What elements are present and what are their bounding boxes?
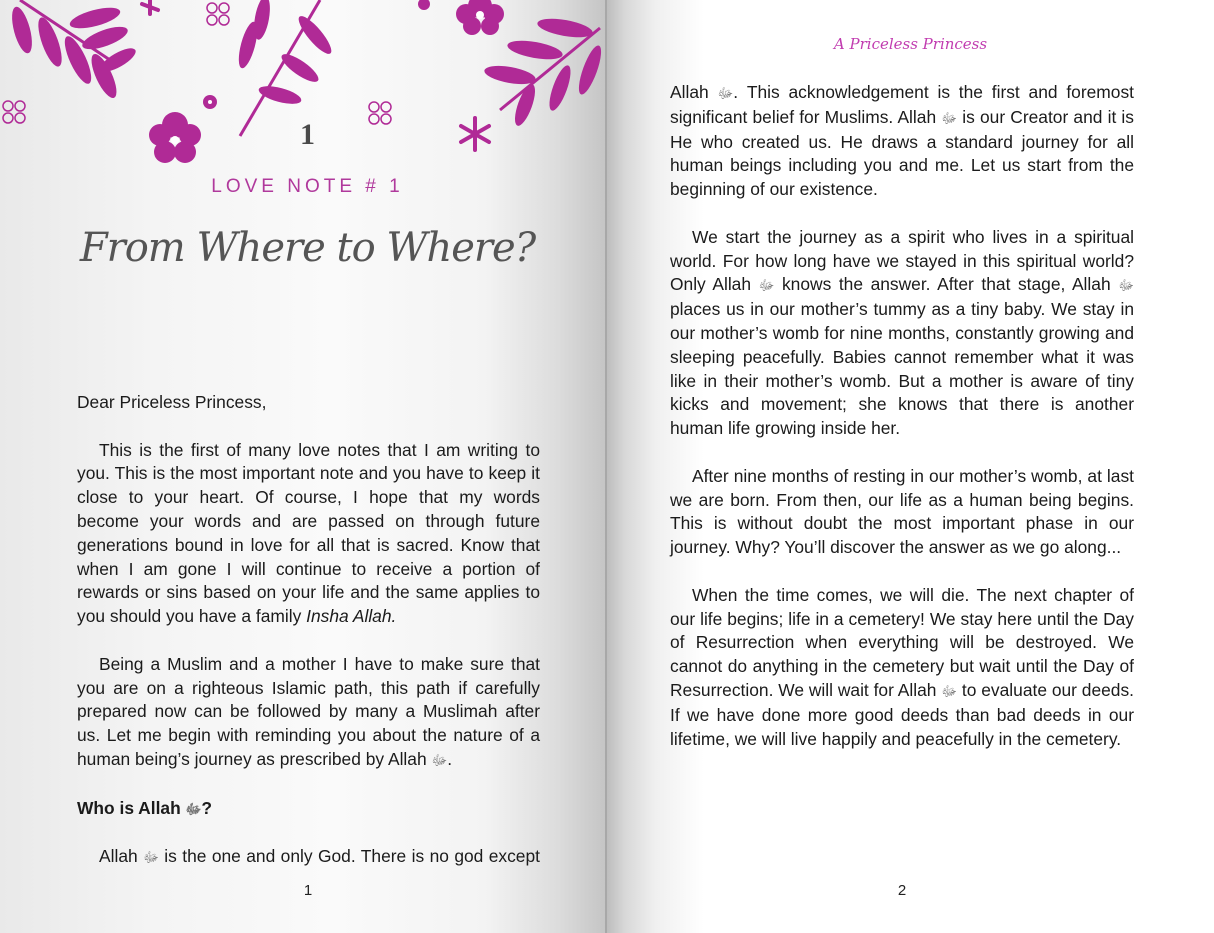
left-body-text	[77, 391, 540, 894]
paragraph: This is the first of many love notes that I am writing to you. This is the most important note and you have to keep it close to your heart. Of course, I hope that my words become your words and are passed on through future generations bound in love for all that is sacred. Know that when I am gone I will continue to receive a portion of rewards or sins based on your life and the same applies to you should you have a family Insha Allah.	[77, 439, 540, 627]
salutation: Dear Priceless Princess,	[77, 392, 267, 412]
honorific-icon: ﷻ	[941, 109, 958, 126]
floral-decoration	[0, 0, 607, 180]
flower-outline-icon	[3, 3, 391, 124]
paragraph: When the time comes, we will die. The next chapter of our life begins; life in a cemetery! We stay here until the Day of Resurrection when everything will be destroyed. We cannot do anything in the cemetery but wait until the Day of Resurrection. We will wait for Allah ﷻ to evaluate our deeds. If we have done more good deeds than bad deeds in our lifetime, we will live happily and peacefully in the cemetery.	[670, 584, 1135, 749]
paragraph: After nine months of resting in our mother’s womb, at last we are born. From then, our life as a human being begins. This is without doubt the most important phase in our journey. Why? You’ll discover the answer as we go along...	[670, 465, 1134, 558]
love-note-label: LOVE NOTE # 1	[211, 176, 404, 197]
running-head: A Priceless Princess	[833, 35, 988, 53]
honorific-icon: ﷻ	[717, 85, 734, 101]
page-number: 1	[303, 882, 313, 899]
paragraph: Allah ﷻ. This acknowledgement is the first and foremost significant belief for Muslims. Allah ﷻ is our Creator and it is He who created us. He draws a standard journey for all human beings including you and me. Let us start from the beginning of our existence.	[670, 82, 1134, 200]
honorific-icon: ﷻ	[758, 277, 775, 294]
paragraph: Being a Muslim and a mother I have to make sure that you are on a righteous Islamic path, this path if carefully prepared now can be followed by many a Muslimah after us. Let me begin with reminding you about the nature of a human being’s journey as prescribed by Allah ﷻ.	[77, 653, 540, 769]
chapter-number: 1	[300, 118, 315, 151]
honorific-icon: ﷻ	[941, 682, 958, 699]
page-number: 2	[897, 882, 907, 899]
book-gutter	[605, 0, 607, 933]
honorific-icon: ﷻ	[1118, 277, 1134, 294]
chapter-title: From Where to Where?	[79, 225, 536, 271]
leaf-branch-icon	[8, 0, 139, 101]
honorific-icon: ﷻ	[431, 751, 448, 768]
paragraph: We start the journey as a spirit who lives in a spiritual world. For how long have we stayed in this spiritual world? Only Allah ﷻ knows the answer. After that stage, Allah ﷻ places us in our mother’s tummy as a tiny baby. We stay in our mother’s womb for nine months, constantly growing and sleeping peacefully. Babies cannot remember what it was like in their mother’s womb. But a mother is aware of tiny kicks and movement; she knows that there is another human life growing inside her.	[670, 226, 1134, 439]
flower-icon	[456, 0, 504, 35]
honorific-icon: ﷻ	[185, 800, 202, 817]
paragraph: Allah ﷻ is the one and only God. There is no god except	[99, 846, 540, 867]
section-heading: Who is Allah ﷻ?	[77, 797, 212, 818]
honorific-icon: ﷻ	[143, 849, 159, 866]
leaf-branch-icon	[235, 0, 336, 136]
right-body-text	[670, 81, 1134, 775]
leaf-branch-icon	[483, 15, 605, 128]
